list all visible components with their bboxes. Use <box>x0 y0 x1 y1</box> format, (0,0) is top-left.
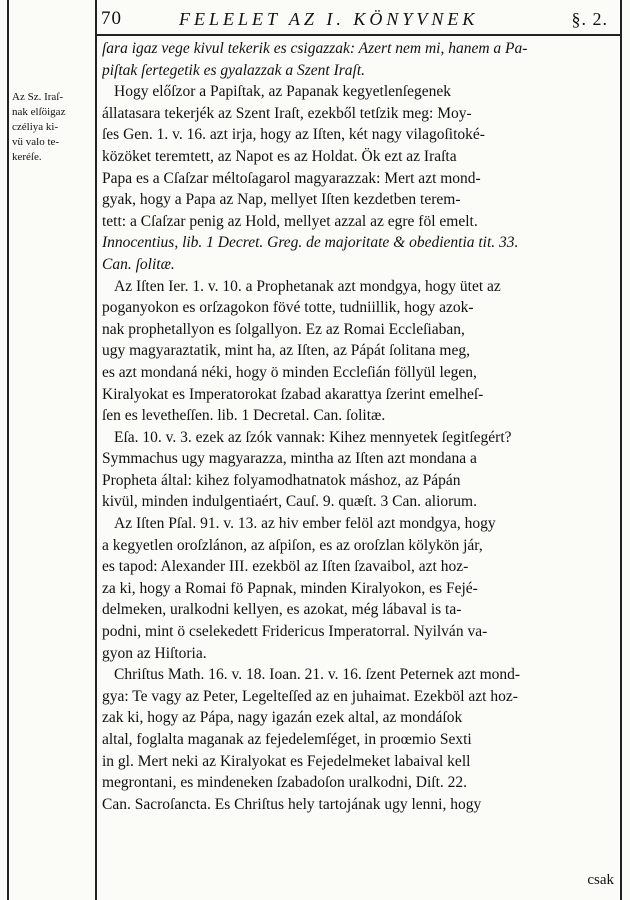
text-line: Can. Sacroſancta. Es Chriſtus hely tartojának ugy lenni, hogy <box>102 795 482 813</box>
catchword: csak <box>587 872 614 888</box>
text-line: Az Iſten Pſal. 91. v. 13. az hiv ember felöl azt mondgya, hogy <box>114 515 496 533</box>
body-text <box>102 38 618 815</box>
text-line: delmeken, uralkodni kellyen, es azokat, még lábaval is ta- <box>102 601 462 619</box>
text-line: ſes Gen. 1. v. 16. azt irja, hogy az Iſten, két nagy vilagoſitoké- <box>102 126 485 144</box>
right-border-rule <box>620 0 622 900</box>
text-line: Propheta által: kihez folyamodhatnatok máshoz, az Pápán <box>102 471 461 489</box>
text-line: nak prophetallyon es ſolgallyon. Ez az Romai Eccleſiaban, <box>102 320 465 338</box>
text-line: megrontani, es mindeneken ſzabadoſon uralkodni, Diſt. 22. <box>102 774 468 792</box>
text-line: Symmachus ugy magyarazza, mintha az Iſten azt mondana a <box>102 450 477 468</box>
text-line: gyon az Hiſtoria. <box>102 644 207 662</box>
margin-note-line: keréſe. <box>12 151 42 163</box>
section-mark: §. 2. <box>571 9 608 29</box>
running-title: FELELET AZ I. KÖNYVNEK <box>179 9 479 29</box>
text-line: Az Iſten Ier. 1. v. 10. a Prophetanak azt mondgya, hogy ütet az <box>114 277 501 295</box>
text-line: es tapod: Alexander III. ezekböl az Iſten ſzavaibol, azt hoz- <box>102 558 469 576</box>
text-line: gyak, hogy a Papa az Nap, mellyet Iſten kezdetben terem- <box>102 191 461 209</box>
text-line: Can. ſolitæ. <box>102 255 175 273</box>
margin-divider-rule <box>95 0 97 900</box>
text-line: ſen es levetheſſen. lib. 1 Decretal. Can. ſolitæ. <box>102 407 386 425</box>
text-line: kivül, minden indulgentiaért, Cauſ. 9. quæſt. 3 Can. aliorum. <box>102 493 477 511</box>
text-line: tett: a Cſaſzar penig az Hold, mellyet azzal az egre föl emelt. <box>102 212 478 230</box>
text-line: állatasara tekerjék az Szent Iraſt, ezekből tetſzik meg: Moy- <box>102 104 472 122</box>
text-line: ugy magyaraztatik, mint ha, az Iſten, az Pápát ſolitana meg, <box>102 342 470 360</box>
text-line: Chriſtus Math. 16. v. 18. Ioan. 21. v. 16. ſzent Peternek azt mond- <box>114 666 521 684</box>
text-line: es azt mondaná néki, hogy ö minden Eccleſián föllyül legen, <box>102 363 477 381</box>
text-line: Innocentius, lib. 1 Decret. Greg. de majoritate & obedientia tit. 33. <box>102 234 519 252</box>
page-header <box>97 4 620 34</box>
margin-note-line: czéliya ki- <box>12 121 59 133</box>
margin-note <box>12 90 92 165</box>
text-line: piſtak ſertegetik es gyalazzak a Szent Iraſt. <box>102 61 366 79</box>
left-border-rule <box>7 0 9 900</box>
text-line: poganyokon es orſzagokon fövé totte, tudniillik, hogy azok- <box>102 299 474 317</box>
margin-note-line: Az Sz. Iraſ- <box>12 91 64 103</box>
margin-note-line: vü valo te- <box>12 136 60 148</box>
text-line: Eſa. 10. v. 3. ezek az ſzók vannak: Kihez mennyetek ſegitſegért? <box>114 428 512 446</box>
text-line: za ki, hogy a Romai fö Papnak, minden Kiralyokon, es Fejé- <box>102 579 478 597</box>
page-number: 70 <box>101 8 122 29</box>
margin-note-line: nak elſöigaz <box>12 106 66 118</box>
text-line: gya: Te vagy az Peter, Legelteſſed az en juhaimat. Ezekböl azt hoz- <box>102 687 518 705</box>
text-line: podni, mint ö cselekedett Fridericus Imperatorral. Nyilván va- <box>102 623 488 641</box>
text-line: Papa es a Cſaſzar méltoſagarol magyarazzak: Mert azt mond- <box>102 169 481 187</box>
text-line: in gl. Mert neki az Kiralyokat es Fejedelmeket labaival kell <box>102 752 471 770</box>
text-line: közöket teremtett, az Napot es az Holdat. Ök ezt az Iraſta <box>102 147 457 165</box>
header-rule <box>97 34 620 36</box>
text-line: ſara igaz vege kivul tekerik es csigazzak: Azert nem mi, hanem a Pa- <box>102 40 528 57</box>
text-line: Hogy előſzor a Papiſtak, az Papanak kegyetlenſegenek <box>114 83 451 101</box>
text-line: altal, foglalta maganak az fejedelemſéget, in proœmio Sexti <box>102 731 472 748</box>
text-line: a kegyetlen oroſzlánon, az aſpiſon, es az oroſzlan kölykön jár, <box>102 536 483 554</box>
text-line: Kiralyokat es Imperatorokat ſzabad akarattya ſzerint emelheſ- <box>102 385 484 403</box>
text-line: zak ki, hogy az Pápa, nagy igazán ezek altal, az mondáſok <box>102 709 463 727</box>
